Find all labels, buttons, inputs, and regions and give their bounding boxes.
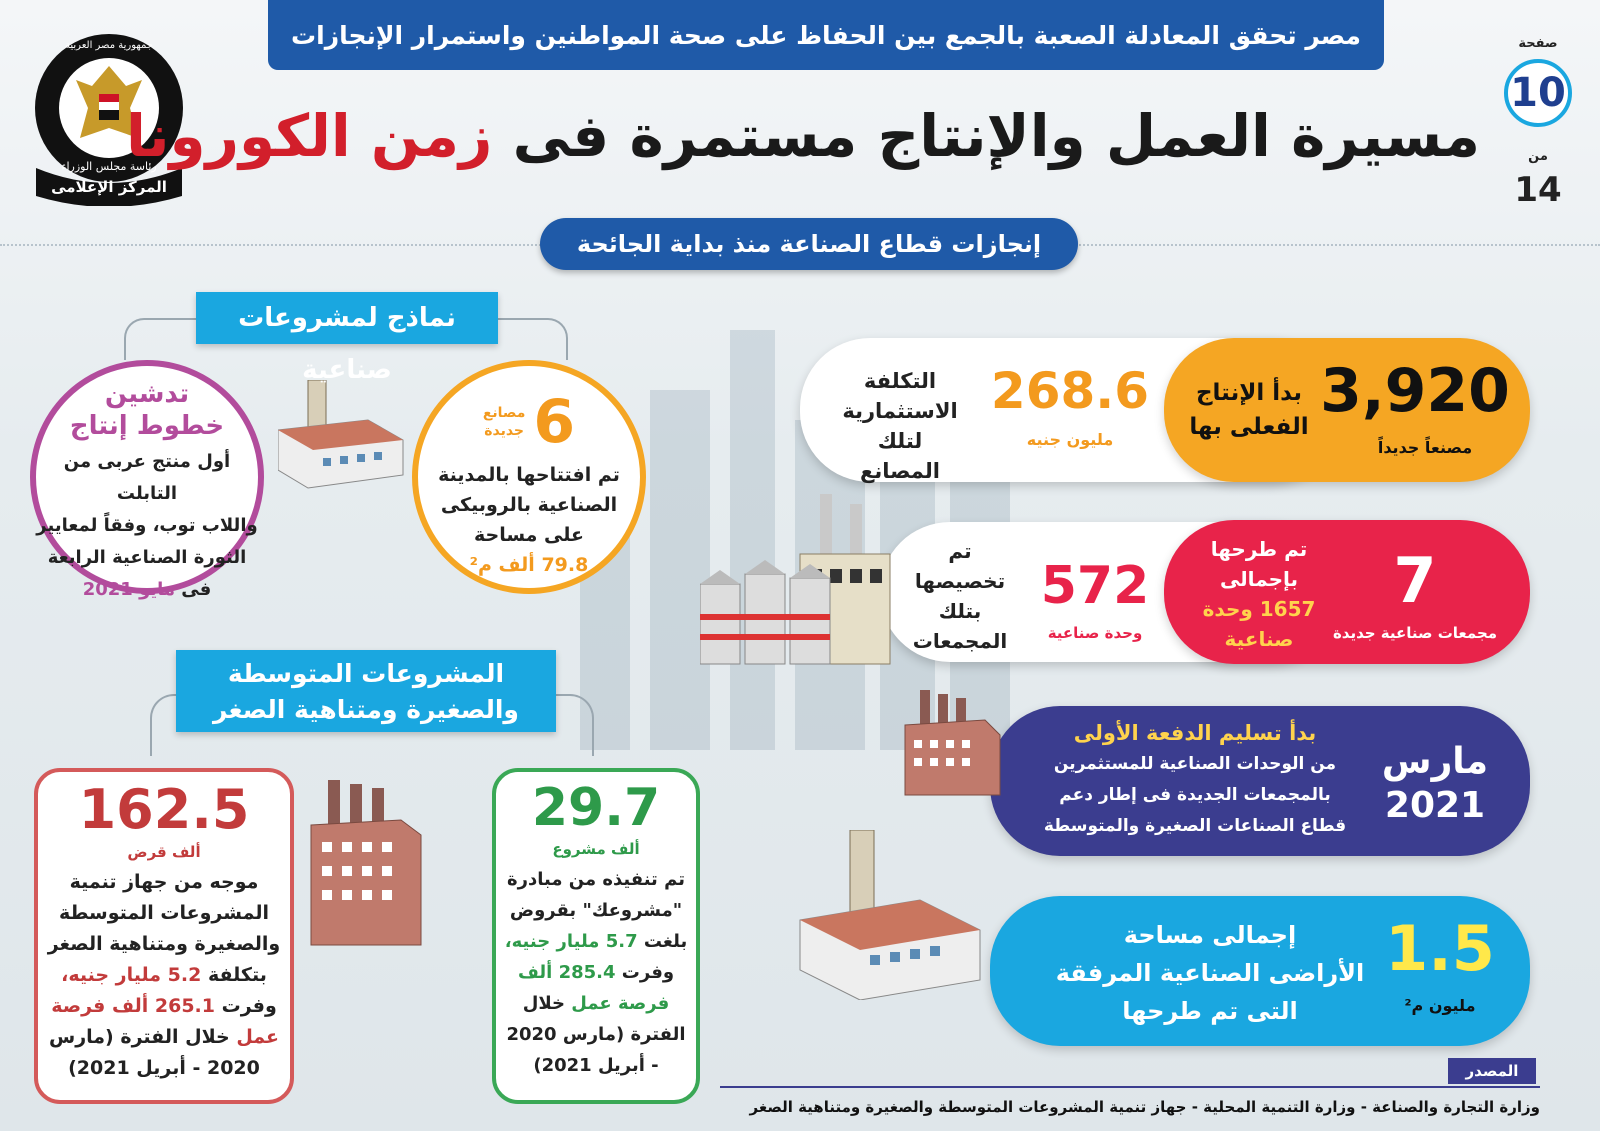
investment-unit: مليون جنيه (1026, 430, 1114, 449)
first-batch-line-2: بالمجمعات الجديدة فى إطار دعم (1059, 785, 1331, 805)
sme-loans-line-6 (38, 1022, 290, 1053)
investment-desc-2: الاستثمارية (842, 399, 958, 423)
page-label: صفحة (1518, 36, 1558, 51)
complexes-unit: مجمعات صناعية جديدة (1332, 624, 1498, 642)
factory-chimneys-illustration-2 (306, 780, 426, 950)
production-lines-line-4a: فى (181, 579, 212, 600)
sme-loans-line-4a: بتكلفة (207, 964, 267, 986)
new-factories-line-1: تم افتتاحها بالمدينة (438, 464, 620, 486)
first-batch-date (1370, 740, 1500, 828)
sme-loans-line-6b: خلال الفترة (مارس (49, 1026, 230, 1048)
complexes-desc-4: صناعية (1224, 627, 1294, 651)
new-factories-unit (483, 404, 526, 440)
sme-tag-line-1: المشروعات المتوسطة (227, 659, 505, 688)
sme-loans-unit: ألف قرض (127, 843, 201, 861)
first-batch-line-3: قطاع الصناعات الصغيرة والمتوسطة (1043, 816, 1347, 836)
production-desc-1: بدأ الإنتاج (1195, 380, 1303, 406)
factory-complex-illustration (790, 830, 990, 1000)
new-factories-circle (412, 360, 646, 594)
production-desc (1184, 376, 1314, 444)
sme-loans-line-3: والصغيرة ومتناهية الصغر (47, 933, 281, 955)
investment-value: 268.6 (990, 362, 1150, 420)
lands-line-3: التى تم طرحها (1122, 997, 1298, 1025)
production-lines-line-4b: مايو 2021 (82, 579, 176, 600)
production-lines-line-1: أول منتج عربى من التابلت (63, 451, 231, 504)
investment-desc-3: لتلك المصانع (860, 429, 940, 483)
sme-loans-line-5 (38, 991, 290, 1022)
sme-projects-line-2: "مشروعك" بقروض (509, 900, 683, 921)
lands-value: 1.5 (1385, 912, 1495, 985)
banner-text: مصر تحقق المعادلة الصعبة بالجمع بين الحفاظ على صحة المواطنين واستمرار الإنجازات (291, 20, 1361, 50)
top-banner (268, 0, 1384, 70)
production-lines-line-3: الثورة الصناعية الرابعة (47, 547, 247, 568)
sme-projects-line-7: - أبريل 2021) (533, 1055, 659, 1076)
units-desc-2: تخصيصها (914, 569, 1006, 593)
new-factories-value: 6 (533, 387, 576, 457)
sme-projects-line-4a: وفرت (621, 962, 675, 983)
production-lines-circle (30, 360, 264, 600)
production-desc-2: الفعلى بها (1189, 414, 1309, 440)
logo-mid-text: رئاسة مجلس الوزراء (61, 160, 157, 173)
sme-projects-line-4b: 285.4 ألف (517, 962, 616, 983)
sme-projects-line-3 (496, 926, 696, 957)
production-lines-line-2: واللاب توب، وفقاً لمعايير (36, 515, 258, 536)
production-lines-head-1: تدشين (104, 379, 190, 409)
page-total: 14 (1514, 170, 1562, 210)
models-tag-text: نماذج لمشروعات صناعية (238, 303, 456, 385)
logo-top-text: جمهورية مصر العربية (65, 40, 153, 51)
sme-loans-line-6a: عمل (236, 1026, 279, 1048)
sme-projects-line-5a: فرصة عمل (571, 993, 670, 1014)
sme-loans-line-4 (38, 960, 290, 991)
production-lines-line-4 (36, 574, 258, 606)
sme-loans-line-5a: وفرت (221, 995, 277, 1017)
units-desc-4: المجمعات (912, 629, 1008, 653)
sme-projects-line-4 (496, 957, 696, 988)
units-desc-1: تم (948, 539, 972, 563)
complexes-desc-3: 1657 وحدة (1202, 597, 1316, 621)
lands-desc (1050, 916, 1370, 1030)
complexes-desc (1184, 534, 1334, 654)
sme-loans-line-2: المشروعات المتوسطة (59, 902, 269, 924)
sme-projects-line-3b: 5.7 مليار جنيه، (504, 931, 638, 952)
lands-unit: مليون م² (1404, 996, 1476, 1015)
first-batch-month: مارس (1381, 741, 1489, 782)
sme-loans-line-5b: 265.1 ألف فرصة (51, 995, 215, 1017)
factory-small-illustration (278, 380, 408, 490)
sme-projects-line-1: تم تنفيذه من مبادرة (507, 869, 685, 890)
production-value: 3,920 (1320, 356, 1510, 426)
new-factories-unit-2: جديدة (484, 423, 525, 439)
sme-projects-line-5 (496, 988, 696, 1019)
page-of: من (1528, 149, 1548, 164)
units-desc (910, 536, 1010, 656)
subtitle-text: إنجازات قطاع الصناعة منذ بداية الجائحة (576, 230, 1042, 258)
units-desc-3: بتلك (938, 599, 982, 623)
lands-line-1: إجمالى مساحة (1123, 921, 1297, 949)
investment-desc-1: التكلفة (863, 369, 937, 393)
sme-loans-value: 162.5 (78, 778, 250, 841)
sme-projects-unit: ألف مشروع (552, 840, 640, 858)
new-factories-unit-1: مصانع (482, 405, 526, 421)
source-text: وزارة التجارة والصناعة - وزارة التنمية المحلية - جهاز تنمية المشروعات المتوسطة والصغيرة ومتناهية الصغر (720, 1086, 1540, 1128)
page-indicator (1500, 30, 1576, 244)
title-highlight: زمن الكورونا (125, 102, 493, 170)
new-factories-line-2: الصناعية بالروبيكى (440, 494, 618, 516)
sme-projects-line-5b: خلال (522, 993, 565, 1014)
new-factories-line-4: 79.8 ألف م² (469, 554, 589, 576)
first-batch-head: بدأ تسليم الدفعة الأولى (1073, 721, 1317, 745)
source-label: المصدر (1448, 1058, 1536, 1084)
complexes-value: 7 (1393, 544, 1437, 617)
investment-desc (840, 366, 960, 486)
complexes-desc-2: بإجمالى (1219, 567, 1299, 591)
title-main: مسيرة العمل والإنتاج مستمرة فى (512, 102, 1480, 170)
production-lines-head-2: خطوط إنتاج (69, 411, 225, 441)
sme-projects-card (492, 768, 700, 1104)
section-subtitle (540, 218, 1078, 270)
first-batch-line-1: من الوحدات الصناعية للمستثمرين (1053, 754, 1337, 774)
sme-projects-value: 29.7 (531, 778, 661, 838)
units-value: 572 (1040, 556, 1150, 616)
sme-tag-line-2: والصغيرة ومتناهية الصغر (213, 695, 519, 724)
new-factories-line-3: على مساحة (473, 524, 585, 546)
sme-loans-card (34, 768, 294, 1104)
factory-silos-illustration (700, 494, 900, 670)
sme-loans-line-1: موجه من جهاز تنمية (69, 871, 259, 893)
sme-projects-line-6: الفترة (مارس 2020 (506, 1024, 686, 1045)
lands-line-2: الأراضى الصناعية المرفقة (1055, 959, 1365, 987)
page-title (125, 102, 1480, 170)
sme-projects-line-3a: بلغت (643, 931, 688, 952)
sme-tag (176, 650, 556, 732)
logo-bottom-text: المركز الإعلامى (51, 178, 167, 196)
sme-loans-line-7: 2020 - أبريل 2021) (68, 1057, 260, 1079)
first-batch-year: 2021 (1384, 785, 1486, 826)
production-unit: مصنعاً جديداً (1377, 438, 1473, 457)
page-number: 10 (1504, 59, 1572, 127)
first-batch-desc (1030, 718, 1360, 842)
sme-loans-line-4b: 5.2 مليار جنيه، (61, 964, 202, 986)
factory-chimneys-illustration-1 (900, 690, 1010, 800)
units-unit: وحدة صناعية (1047, 624, 1143, 642)
complexes-desc-1: تم طرحها (1210, 537, 1308, 561)
models-tag (196, 292, 498, 385)
